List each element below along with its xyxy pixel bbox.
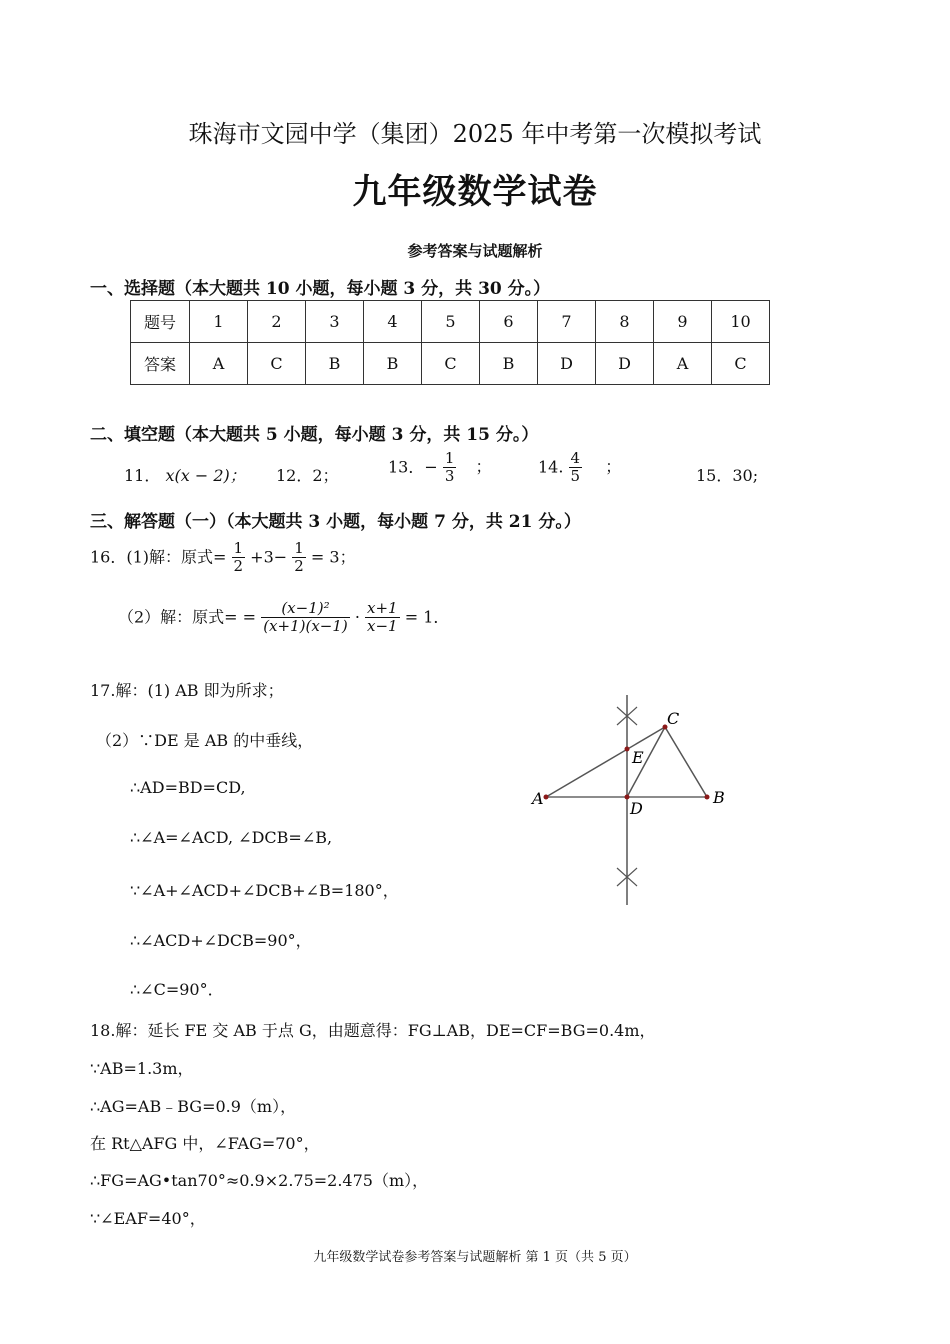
label-B: B [713, 788, 725, 807]
q13-denominator: 3 [444, 467, 455, 486]
question-number: 3 [306, 301, 364, 343]
q17-line: ∴∠ACD+∠DCB=90°， [130, 931, 312, 950]
denominator: 2 [294, 557, 304, 576]
q16-part2 [118, 600, 449, 636]
q11-number: 11． [124, 466, 161, 485]
answer-table [130, 300, 770, 385]
page-footer: 九年级数学试卷参考答案与试题解析 第 1 页（共 5 页） [313, 1250, 637, 1265]
q17-line: ∵∠A+∠ACD+∠DCB+∠B=180°， [130, 881, 399, 900]
denominator: x−1 [367, 617, 398, 636]
q18-line: 18.解：延长 FE 交 AB 于点 G，由题意得：FG⊥AB，DE=CF=BG=0.4m， [90, 1021, 656, 1040]
question-number: 1 [190, 301, 248, 343]
q16-part1 [90, 540, 356, 576]
q14-denominator: 5 [570, 467, 581, 486]
numerator: x+1 [367, 599, 398, 617]
q17-line: ∴AD=BD=CD, [130, 778, 246, 797]
q14-fraction [569, 450, 583, 486]
denominator: 2 [233, 557, 244, 576]
question-number: 7 [538, 301, 596, 343]
label-C: C [667, 709, 680, 728]
answer-cell: A [654, 343, 712, 385]
q16-2-prefix: （2）解：原式= = [118, 607, 257, 627]
question-number-row [131, 301, 770, 343]
section1-heading: 一、选择题（本大题共 10 小题，每小题 3 分，共 30 分。） [90, 279, 551, 299]
q17-line: 17.解：(1) AB 即为所求； [90, 681, 284, 700]
segment-AC [546, 727, 665, 797]
answer-cell: A [190, 343, 248, 385]
multiply-dot: · [354, 607, 360, 627]
triangle-construction-figure [520, 690, 760, 910]
point-D [625, 795, 630, 800]
q16-1-end: = 3； [310, 547, 356, 567]
q16-1-middle: +3− [250, 547, 288, 567]
answer-cell: D [596, 343, 654, 385]
row-label-answer: 答案 [131, 343, 190, 385]
answer-cell: C [422, 343, 480, 385]
numerator: (x−1)² [261, 600, 350, 618]
point-B [705, 795, 710, 800]
q16-1-fraction-a [232, 540, 246, 576]
q16-1-fraction-b [292, 540, 306, 576]
q14-number: 14. [538, 457, 564, 477]
q16-2-fraction-b [365, 600, 400, 636]
q18-line: ∴AG=AB﹣BG=0.9（m）， [90, 1097, 297, 1116]
answer-cell: B [364, 343, 422, 385]
answer-cell: B [306, 343, 364, 385]
paper-subtitle: 参考答案与试题解析 [407, 242, 543, 260]
paper-title: 九年级数学试卷 [352, 172, 598, 212]
numerator: 1 [294, 539, 304, 557]
q14-semicolon: ； [605, 457, 622, 477]
answer-15: 15．30; [696, 466, 759, 485]
question-number: 8 [596, 301, 654, 343]
section3-heading: 三、解答题（一）（本大题共 3 小题，每小题 7 分，共 21 分。） [90, 512, 581, 532]
point-A [544, 795, 549, 800]
q16-2-fraction-a [261, 600, 350, 636]
q17-line: （2）∵DE 是 AB 的中垂线， [96, 731, 314, 750]
answer-row [131, 343, 770, 385]
q18-line: ∴FG=AG•tan70°≈0.9×2.75=2.475（m）， [90, 1171, 429, 1190]
q18-line: 在 Rt△AFG 中，∠FAG=70°， [90, 1134, 320, 1153]
answer-11 [124, 463, 246, 486]
question-number: 4 [364, 301, 422, 343]
section2-heading: 二、填空题（本大题共 5 小题，每小题 3 分，共 15 分。） [90, 425, 539, 445]
q13-numerator: 1 [444, 449, 455, 467]
answer-cell: C [712, 343, 770, 385]
school-exam-title: 珠海市文园中学（集团）2025 年中考第一次模拟考试 [188, 120, 762, 148]
point-E [625, 747, 630, 752]
q14-numerator: 4 [570, 449, 581, 467]
label-E: E [632, 748, 644, 767]
question-number: 2 [248, 301, 306, 343]
q13-semicolon: ； [475, 457, 492, 477]
answer-13 [388, 450, 492, 486]
label-D: D [630, 799, 643, 818]
answer-cell: B [480, 343, 538, 385]
q17-line: ∴∠A=∠ACD, ∠DCB=∠B, [130, 828, 333, 847]
q11-answer: x(x − 2)； [165, 466, 246, 485]
q13-fraction [443, 450, 457, 486]
question-number: 5 [422, 301, 480, 343]
answer-cell: D [538, 343, 596, 385]
row-label-question: 题号 [131, 301, 190, 343]
question-number: 10 [712, 301, 770, 343]
numerator: 1 [233, 539, 244, 557]
q13-number: 13．− [388, 457, 438, 477]
q18-line: ∵AB=1.3m， [90, 1059, 194, 1078]
question-number: 9 [654, 301, 712, 343]
q18-line: ∵∠EAF=40°， [90, 1209, 206, 1228]
q16-2-end: = 1． [404, 607, 450, 627]
question-number: 6 [480, 301, 538, 343]
answer-cell: C [248, 343, 306, 385]
answer-12: 12．2； [276, 466, 339, 485]
label-A: A [532, 789, 544, 808]
answer-14 [538, 450, 621, 486]
q16-1-prefix: 16．(1)解：原式= [90, 547, 227, 567]
segment-CB [665, 727, 707, 797]
q17-line: ∴∠C=90°． [130, 980, 224, 999]
denominator: (x+1)(x−1) [263, 617, 348, 636]
